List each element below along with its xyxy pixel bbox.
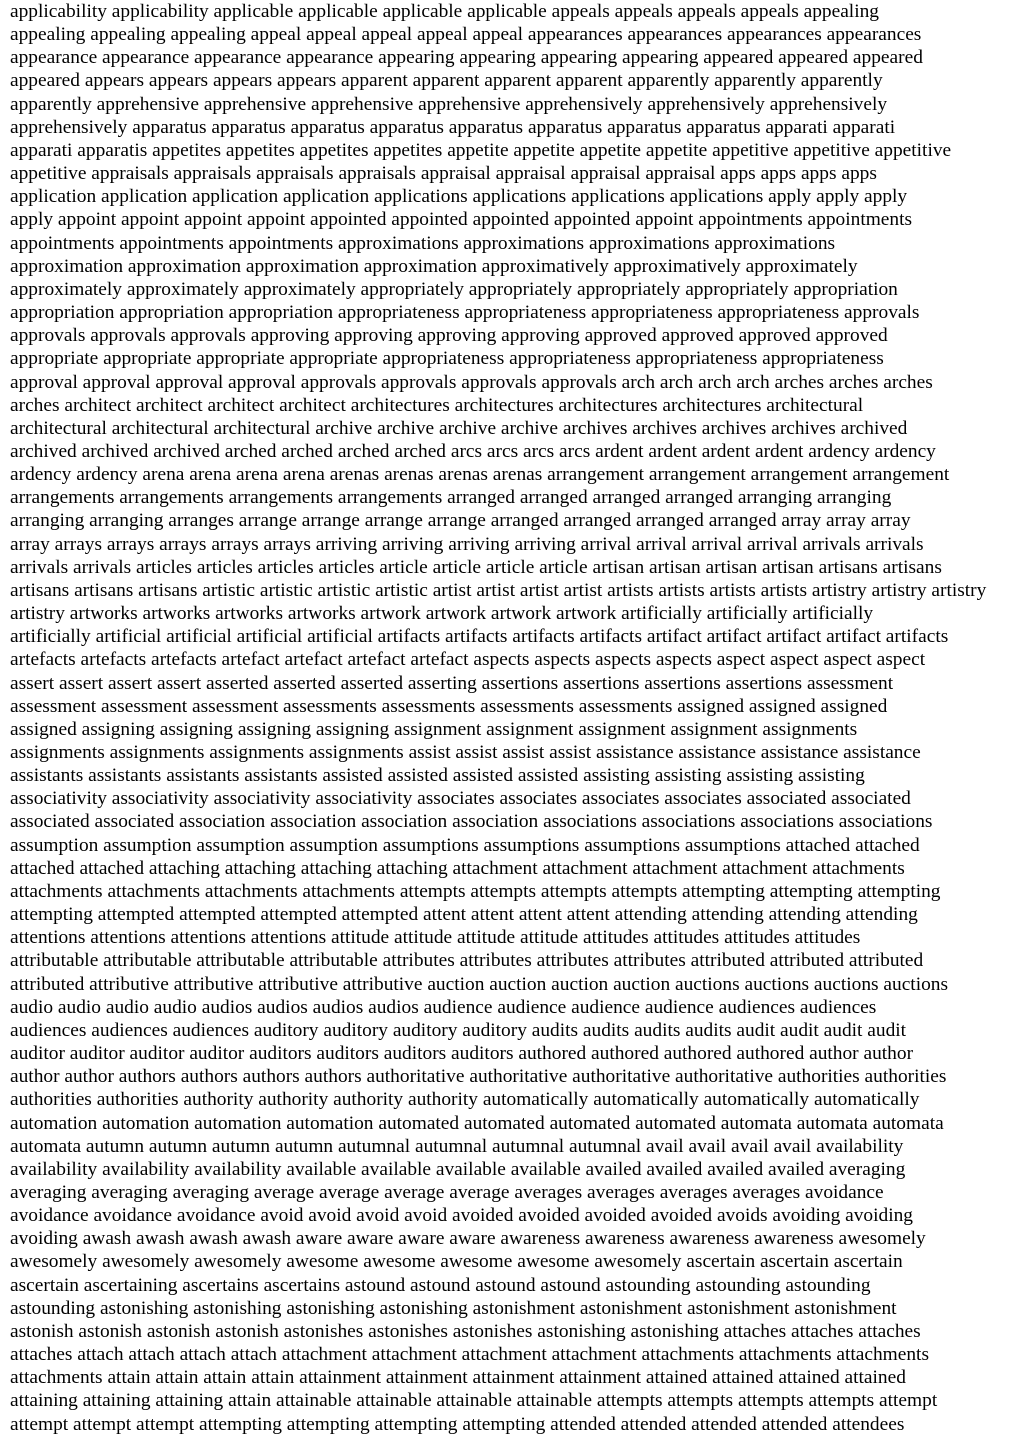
text-line: ascertain ascertaining ascertains ascertains astound astound astound astound astounding astounding astounding	[10, 1274, 871, 1296]
text-line: automation automation automation automation automated automated automated automated automata automata automata	[10, 1112, 944, 1134]
text-line: appropriate appropriate appropriate appropriate appropriateness appropriateness appropriateness appropriateness	[10, 348, 884, 370]
text-line: assigned assigning assigning assigning assigning assignment assignment assignment assignment assignments	[10, 718, 858, 740]
text-line: apparently apprehensive apprehensive apprehensive apprehensive apprehensively apprehensively apprehensively	[10, 93, 888, 115]
text-line: availability availability availability available available available available availed availed availed availed averaging	[10, 1158, 906, 1180]
text-line: assistants assistants assistants assistants assisted assisted assisted assisted assisting assisting assisting assisting	[10, 765, 865, 787]
text-line: apply appoint appoint appoint appoint appointed appointed appointed appointed appoint appointments appointments	[10, 209, 913, 231]
text-line: artificially artificial artificial artificial artificial artifacts artifacts artifacts artifacts artifact artifact artifact artifact artifacts	[10, 626, 949, 648]
text-line: astonish astonish astonish astonish astonishes astonishes astonishes astonishing astonishing attaches attaches attaches	[10, 1320, 921, 1342]
text-line: attributable attributable attributable attributable attributes attributes attributes attributes attributed attributed attributed	[10, 950, 924, 972]
text-line: appearance appearance appearance appearance appearing appearing appearing appearing appeared appeared appeared	[10, 47, 923, 69]
text-line: apparati apparatis appetites appetites appetites appetites appetite appetite appetite appetite appetitive appetitive appetitive	[10, 139, 952, 161]
text-line: attentions attentions attentions attentions attitude attitude attitude attitude attitudes attitudes attitudes attitudes	[10, 927, 861, 949]
text-line: approvals approvals approvals approving approving approving approving approved approved approved approved	[10, 325, 888, 347]
text-line: attaches attach attach attach attach attachment attachment attachment attachment attachments attachments attachments	[10, 1344, 929, 1366]
text-line: attempting attempted attempted attempted attempted attent attent attent attent attending attending attending attending	[10, 904, 918, 926]
text-line: assert assert assert assert asserted asserted asserted asserting assertions assertions assertions assertions assessment	[10, 672, 894, 694]
text-line: author author authors authors authors authors authoritative authoritative authoritative authoritative authorities authorities	[10, 1066, 947, 1088]
text-line: artisans artisans artisans artistic artistic artistic artistic artist artist artist artist artists artists artists artists artistry artistry artistry	[10, 579, 987, 601]
text-line: archived archived archived arched arched arched arched arcs arcs arcs arcs ardent ardent ardent ardent ardency ardency	[10, 440, 936, 462]
text-line: application application application application applications applications applications applications apply apply apply	[10, 186, 908, 208]
text-line: appointments appointments appointments approximations approximations approximations approximations	[10, 232, 836, 254]
text-line: appealing appealing appealing appeal appeal appeal appeal appeal appearances appearances appearances appearances	[10, 24, 922, 46]
text-line: appeared appears appears appears appears apparent apparent apparent apparent apparently apparently apparently	[10, 70, 883, 92]
text-line: arranging arranging arranges arrange arrange arrange arrange arranged arranged arranged arranged array array array	[10, 510, 911, 532]
text-line: avoiding awash awash awash awash aware aware aware aware awareness awareness awareness awareness awesomely	[10, 1228, 926, 1250]
text-line: applicability applicability applicable applicable applicable applicable appeals appeals appeals appeals appealing	[10, 1, 879, 22]
text-line: astounding astonishing astonishing astonishing astonishing astonishment astonishment astonishment astonishment	[10, 1297, 897, 1319]
text-line: ardency ardency arena arena arena arena arenas arenas arenas arenas arrangement arrangement arrangement arrangement	[10, 464, 950, 486]
text-line: attachments attachments attachments attachments attempts attempts attempts attempts attempting attempting attempting	[10, 880, 941, 902]
text-line: approval approval approval approval approvals approvals approvals approvals arch arch arch arch arches arches arches	[10, 371, 933, 393]
text-line: attached attached attaching attaching attaching attaching attachment attachment attachment attachment attachments	[10, 857, 905, 879]
text-line: auditor auditor auditor auditor auditors auditors auditors auditors authored authored authored authored author author	[10, 1043, 914, 1065]
text-line: apprehensively apparatus apparatus apparatus apparatus apparatus apparatus apparatus apparatus apparati apparati	[10, 116, 896, 138]
text-line: arrangements arrangements arrangements arrangements arranged arranged arranged arranged arranging arranging	[10, 487, 892, 509]
text-line: appetitive appraisals appraisals appraisals appraisals appraisal appraisal appraisal appraisal apps apps apps apps	[10, 163, 877, 185]
text-line: audio audio audio audio audios audios audios audios audience audience audience audience audiences audiences	[10, 996, 877, 1018]
text-line: architectural architectural architectural archive archive archive archive archives archives archives archives archived	[10, 417, 908, 439]
text-line: attaining attaining attaining attain attainable attainable attainable attainable attempts attempts attempts attempts attempt	[10, 1390, 938, 1412]
text-line: appropriation appropriation appropriation appropriateness appropriateness appropriateness appropriateness approvals	[10, 302, 920, 324]
text-line: attempt attempt attempt attempting attempting attempting attempting attended attended attended attended attendees	[10, 1413, 905, 1435]
text-line: awesomely awesomely awesomely awesome awesome awesome awesome awesomely ascertain ascertain ascertain	[10, 1251, 903, 1273]
text-line: artefacts artefacts artefacts artefact artefact artefact artefact aspects aspects aspects aspects aspect aspect aspect aspect	[10, 649, 926, 671]
text-line: authorities authorities authority authority authority authority automatically automatically automatically automatically	[10, 1089, 920, 1111]
text-line: attributed attributive attributive attributive attributive auction auction auction auction auctions auctions auctions auctions	[10, 973, 949, 995]
text-line: avoidance avoidance avoidance avoid avoid avoid avoid avoided avoided avoided avoided avoids avoiding avoiding	[10, 1205, 913, 1227]
text-line: artistry artworks artworks artworks artworks artwork artwork artwork artwork artificially artificially artificially	[10, 603, 874, 625]
text-line: associativity associativity associativity associativity associates associates associates associates associated associated	[10, 788, 911, 810]
text-line: array arrays arrays arrays arrays arrays arriving arriving arriving arriving arrival arrival arrival arrival arrivals arrivals	[10, 533, 924, 555]
text-line: associated associated association association association association associations associations associations associations	[10, 811, 933, 833]
text-line: automata autumn autumn autumn autumn autumnal autumnal autumnal autumnal avail avail avail avail availability	[10, 1135, 904, 1157]
text-line: arches architect architect architect architect architectures architectures architectures architectures architectural	[10, 394, 864, 416]
text-line: approximately approximately approximately appropriately appropriately appropriately appropriately appropriation	[10, 278, 898, 300]
text-line: audiences audiences audiences auditory auditory auditory auditory audits audits audits audits audit audit audit audit	[10, 1019, 907, 1041]
text-line: assignments assignments assignments assignments assist assist assist assist assistance assistance assistance assistance	[10, 742, 921, 763]
text-line: arrivals arrivals articles articles articles articles article article article article artisan artisan artisan artisan artisans artisans	[10, 556, 942, 578]
text-line: averaging averaging averaging average average average average averages averages averages averages avoidance	[10, 1181, 884, 1203]
text-line: assessment assessment assessment assessments assessments assessments assessments assigned assigned assigned	[10, 695, 888, 717]
text-line: approximation approximation approximation approximation approximatively approximatively approximately	[10, 255, 858, 277]
text-line: assumption assumption assumption assumption assumptions assumptions assumptions assumptions attached attached	[10, 834, 920, 856]
text-line: attachments attain attain attain attain attainment attainment attainment attainment attained attained attained attained	[10, 1367, 906, 1389]
